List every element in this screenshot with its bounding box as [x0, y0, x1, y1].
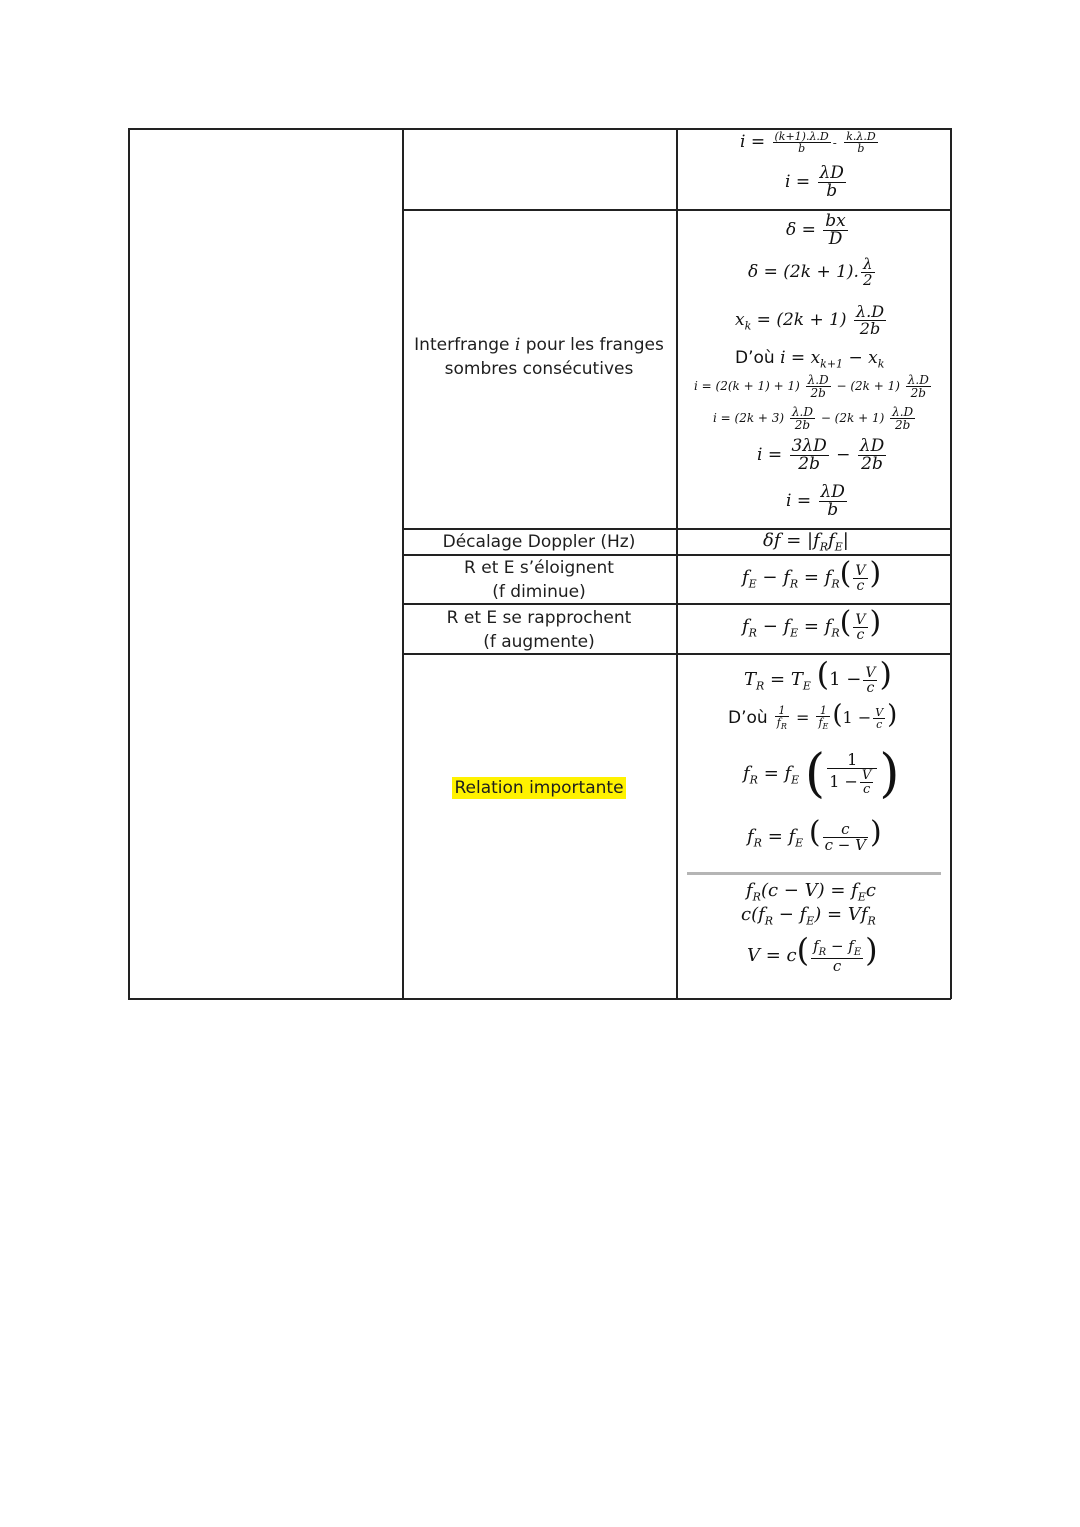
row-divider: [402, 209, 951, 211]
border-right: [950, 128, 952, 999]
formula-doppler-shift: $\delta f = |f_Rf_E|$: [763, 530, 849, 554]
formula-received-frequency-simplified: $f_R = f_E$ ( $\frac{c}{c - V}$ ): [747, 815, 882, 854]
separator-line: [687, 872, 941, 875]
label-eloignent: R et E s’éloignent (f diminue): [464, 558, 614, 602]
formula-received-frequency: $f_R = f_E$ ( 1 1 − $\frac{V}{c}$ ): [743, 744, 900, 804]
label-relation-importante: [404, 776, 674, 800]
formula-period-relation: $T_R = T_E$ (1 − $\frac{V}{c}$ ): [744, 655, 892, 696]
formula-dark-fringe-condition: δ = (2k + 1). $\frac{\lambda}{2}$: [748, 255, 873, 289]
formula-path-difference: δ = $\frac{bx}{D}$: [786, 211, 846, 249]
formula-dark-fringe-position: $x_k = (2k + 1)$ $\frac{\lambda.D}{2b}$: [735, 302, 885, 338]
formula-interfrange-definition: D’où $i = x_{k+1} - x_k$: [735, 348, 885, 371]
formula-frequency-inverse: D’où $\frac{1}{f_R}$ = $\frac{1}{f_E}$ (1 − $\frac{V}{c}$ ): [728, 700, 898, 732]
label-interfrange: Interfrange i pour les franges sombres consécutives: [414, 335, 664, 379]
formula-interfrange-step2: i = (2k + 3) $\frac{\lambda.D}{2b}$ − (2k + 1) $\frac{\lambda.D}{2b}$: [713, 405, 914, 432]
formula-doppler-receding: $f_E - f_R = f_R$( $\frac{V}{c}$ ): [742, 556, 882, 594]
highlight: Relation importante: [454, 778, 624, 798]
formula-rearranged: $f_R(c - V) = f_Ec$: [746, 880, 876, 904]
border-bottom: [128, 998, 951, 1000]
label-decalage-doppler: Décalage Doppler (Hz): [442, 532, 636, 552]
column-divider-2: [676, 128, 678, 999]
formula-interfrange-final: i = $\frac{\lambda D}{b}$: [786, 482, 845, 520]
formula-interfrange-step3: i = $\frac{3\lambda D}{2b}$ − $\frac{\lambda D}{2b}$: [757, 436, 885, 474]
label-rapprochent: R et E se rapprochent (f augmente): [446, 608, 632, 652]
formula-interfrange-step1: i = (2(k + 1) + 1) $\frac{\lambda.D}{2b}$ − (2k + 1) $\frac{\lambda.D}{2b}$: [694, 373, 929, 400]
formula-interfrange-result: i = $\frac{\lambda D}{b}$: [785, 163, 844, 201]
formula-velocity: V = c( $\frac{f_R - f_E}{c}$ ): [747, 931, 878, 975]
formula-doppler-approaching: $f_R - f_E = f_R$( $\frac{V}{c}$ ): [742, 605, 882, 643]
formula-interfrange-difference: i = $\frac{(k+1).\lambda.D}{b}$ - $\frac{k.\lambda.D}{b}$: [740, 130, 876, 155]
border-left: [128, 128, 130, 999]
formula-factored: $c(f_R - f_E) = Vf_R$: [741, 904, 876, 928]
